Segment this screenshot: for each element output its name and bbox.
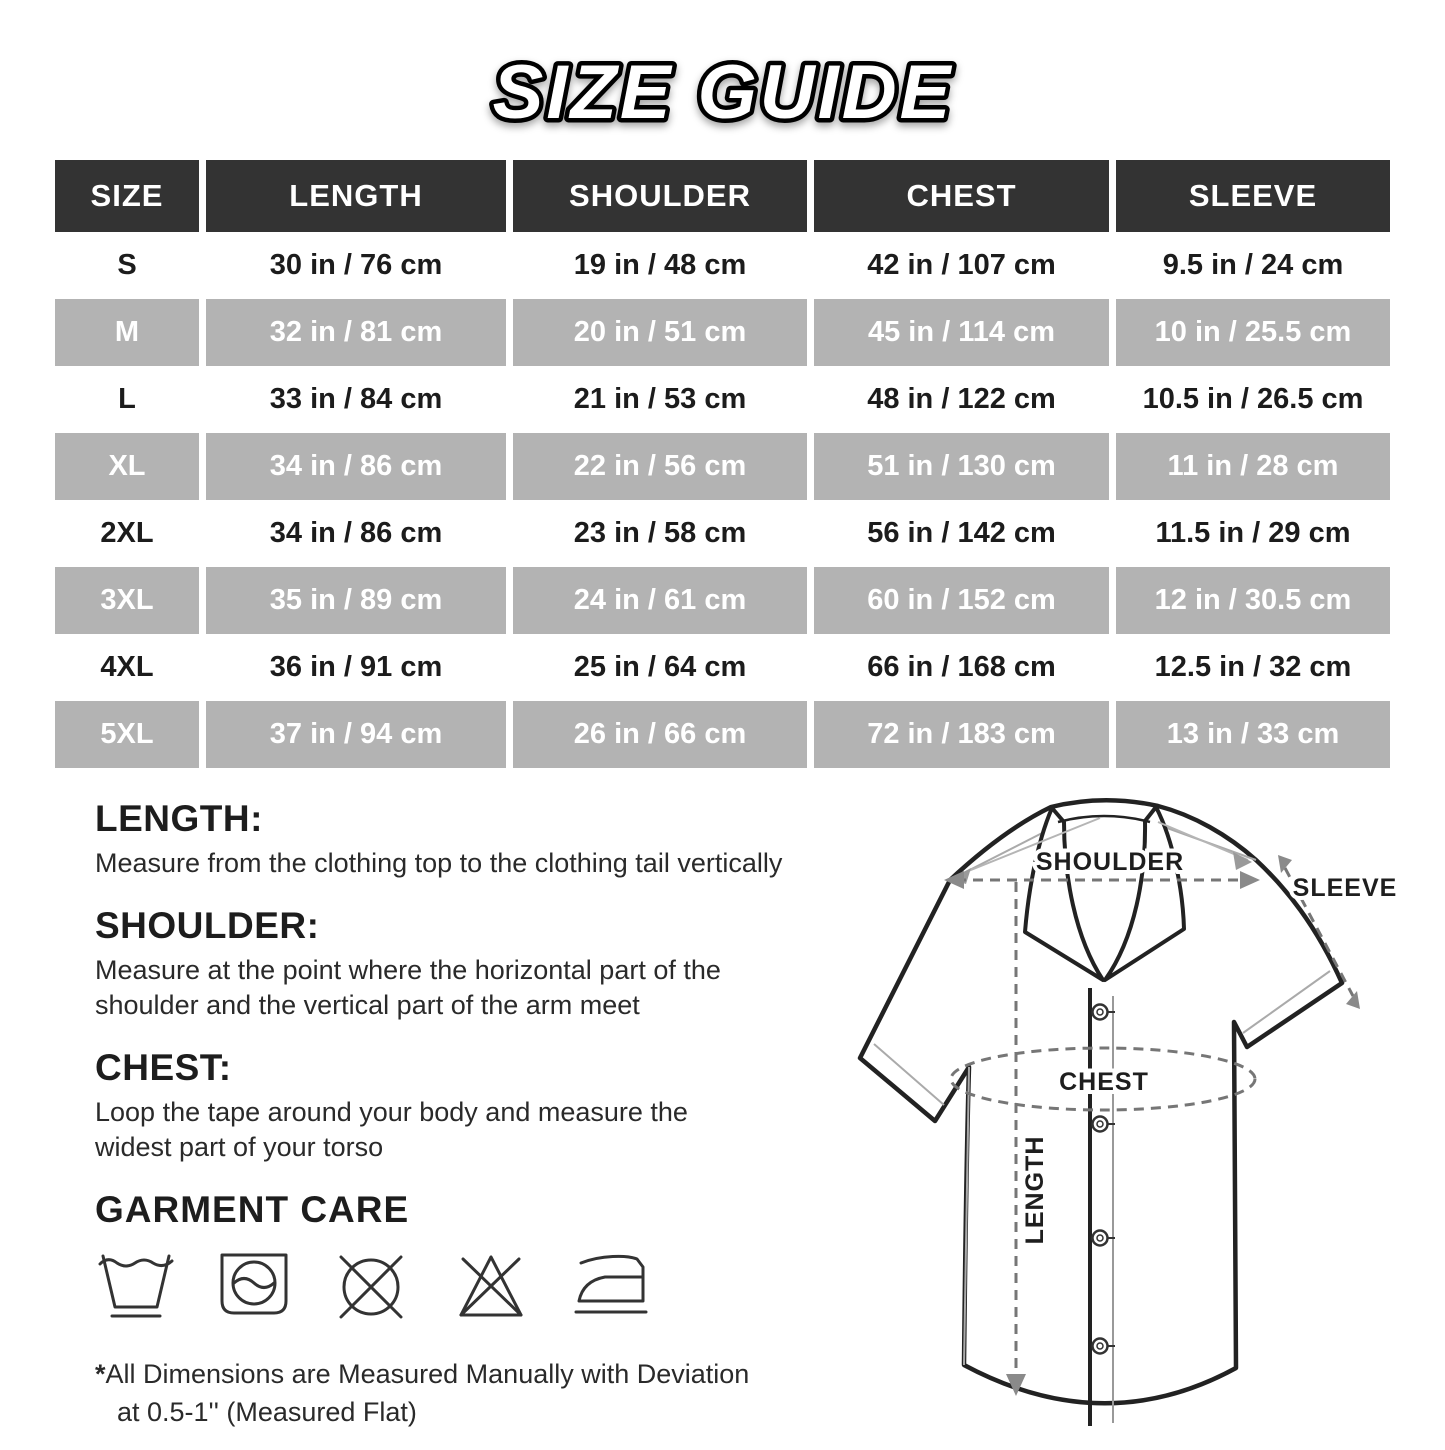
- cell-l-sleeve: 10.5 in / 26.5 cm: [1109, 366, 1390, 433]
- cell-5xl-sleeve: 13 in / 33 cm: [1109, 701, 1390, 768]
- cell-xl-sleeve: 11 in / 28 cm: [1109, 433, 1390, 500]
- chest-definition-heading: CHEST:: [95, 1047, 232, 1088]
- measurement-info-section: [95, 798, 885, 1431]
- size-guide-title-art: [273, 30, 1173, 150]
- footnote-line1: *All Dimensions are Measured Manually with Deviation: [95, 1359, 750, 1389]
- cell-m-shoulder: 20 in / 51 cm: [506, 299, 807, 366]
- cell-5xl-length: 37 in / 94 cm: [199, 701, 506, 768]
- table-body: [55, 232, 1390, 768]
- cell-5xl-chest: 72 in / 183 cm: [807, 701, 1109, 768]
- table-row-s: [55, 232, 1390, 299]
- cell-l-length: 33 in / 84 cm: [199, 366, 506, 433]
- column-header-length: LENGTH: [199, 160, 506, 232]
- care-icons-row: [95, 1249, 885, 1325]
- footnote-asterisk: *: [95, 1359, 106, 1389]
- cell-2xl-size: 2XL: [100, 517, 154, 549]
- cell-s-shoulder: 19 in / 48 cm: [506, 232, 807, 299]
- cell-xl-chest: 51 in / 130 cm: [807, 433, 1109, 500]
- chest-definition-body: Loop the tape around your body and measure the widest part of your torso: [95, 1097, 688, 1162]
- column-header-shoulder: SHOULDER: [506, 160, 807, 232]
- cell-xl-shoulder: 22 in / 56 cm: [506, 433, 807, 500]
- diagram-sleeve-label: SLEEVE: [1292, 874, 1398, 902]
- cell-l-size: L: [118, 383, 136, 415]
- cell-xl-length: 34 in / 86 cm: [199, 433, 506, 500]
- shirt-drawing: [838, 790, 1438, 1445]
- table-row-5xl: [55, 701, 1390, 768]
- cell-4xl-chest: 66 in / 168 cm: [807, 634, 1109, 701]
- cell-xl-size: XL: [108, 450, 146, 482]
- cell-s-size: S: [117, 249, 137, 281]
- cell-3xl-length: 35 in / 89 cm: [199, 567, 506, 634]
- cell-4xl-length: 36 in / 91 cm: [199, 634, 506, 701]
- garment-care-heading: GARMENT CARE: [95, 1189, 410, 1230]
- shirt-outline: [860, 800, 1342, 1403]
- table-row-2xl: [55, 500, 1390, 567]
- diagram-chest-label: CHEST: [1059, 1068, 1149, 1096]
- cell-3xl-shoulder: 24 in / 61 cm: [506, 567, 807, 634]
- column-header-size: SIZE: [55, 160, 199, 232]
- cell-s-length: 30 in / 76 cm: [199, 232, 506, 299]
- table-header-row: [55, 160, 1390, 232]
- cell-3xl-sleeve: 12 in / 30.5 cm: [1109, 567, 1390, 634]
- cell-m-size: M: [114, 316, 140, 348]
- do-not-bleach-icon: [451, 1249, 531, 1325]
- column-header-chest: CHEST: [807, 160, 1109, 232]
- cell-m-chest: 45 in / 114 cm: [807, 299, 1109, 366]
- cell-2xl-length: 34 in / 86 cm: [199, 500, 506, 567]
- wash-mild-icon: [95, 1249, 175, 1325]
- cell-m-length: 32 in / 81 cm: [199, 299, 506, 366]
- cell-4xl-sleeve: 12.5 in / 32 cm: [1109, 634, 1390, 701]
- table-row-xl: [55, 433, 1390, 500]
- cell-l-shoulder: 21 in / 53 cm: [506, 366, 807, 433]
- shoulder-definition-heading: SHOULDER:: [95, 905, 320, 946]
- iron-icon: [573, 1249, 655, 1325]
- cell-4xl-shoulder: 25 in / 64 cm: [506, 634, 807, 701]
- footnote: [95, 1355, 885, 1431]
- cell-3xl-size: 3XL: [100, 584, 154, 616]
- page-header: [0, 30, 1445, 150]
- table-row-4xl: [55, 634, 1390, 701]
- do-not-dry-clean-icon: [333, 1249, 409, 1325]
- diagram-shoulder-label: SHOULDER: [1035, 848, 1185, 876]
- length-definition-heading: LENGTH:: [95, 798, 263, 839]
- shoulder-definition-body: Measure at the point where the horizontal part of the shoulder and the vertical part of the arm meet: [95, 955, 721, 1020]
- column-header-sleeve: SLEEVE: [1109, 160, 1390, 232]
- cell-4xl-size: 4XL: [100, 651, 154, 683]
- shirt-measurement-diagram: [838, 790, 1438, 1445]
- length-definition-body: Measure from the clothing top to the clothing tail vertically: [95, 848, 783, 878]
- cell-2xl-shoulder: 23 in / 58 cm: [506, 500, 807, 567]
- cell-2xl-chest: 56 in / 142 cm: [807, 500, 1109, 567]
- cell-s-sleeve: 9.5 in / 24 cm: [1109, 232, 1390, 299]
- table-row-3xl: [55, 567, 1390, 634]
- cell-s-chest: 42 in / 107 cm: [807, 232, 1109, 299]
- size-guide-table: [55, 160, 1390, 768]
- tumble-dry-icon: [217, 1249, 291, 1325]
- table-row-m: [55, 299, 1390, 366]
- footnote-line2: at 0.5-1'' (Measured Flat): [117, 1397, 417, 1427]
- cell-l-chest: 48 in / 122 cm: [807, 366, 1109, 433]
- diagram-length-label: LENGTH: [1021, 1135, 1049, 1245]
- table-row-l: [55, 366, 1390, 433]
- cell-5xl-size: 5XL: [100, 718, 154, 750]
- page-title: SIZE GUIDE: [492, 50, 953, 135]
- cell-2xl-sleeve: 11.5 in / 29 cm: [1109, 500, 1390, 567]
- cell-m-sleeve: 10 in / 25.5 cm: [1109, 299, 1390, 366]
- cell-3xl-chest: 60 in / 152 cm: [807, 567, 1109, 634]
- cell-5xl-shoulder: 26 in / 66 cm: [506, 701, 807, 768]
